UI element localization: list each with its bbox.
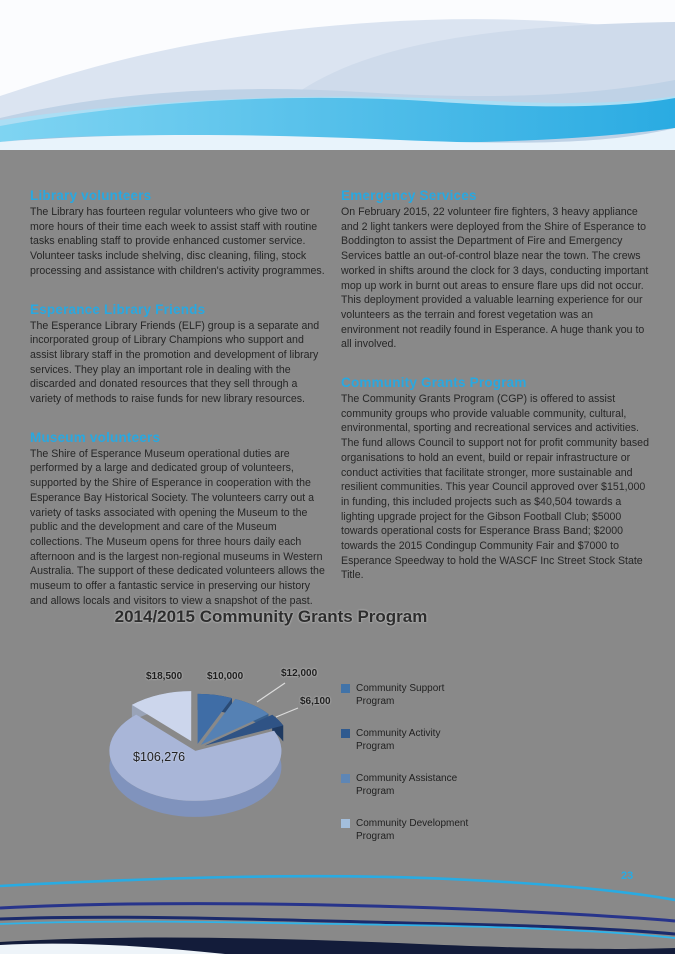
footer-wave-graphic [0, 824, 675, 954]
section-heading: Museum volunteers [30, 429, 161, 445]
legend-swatch [341, 729, 350, 738]
slice-label: $6,100 [300, 696, 331, 707]
section-heading: Emergency Services [341, 188, 477, 203]
legend-swatch [341, 684, 350, 693]
legend-swatch [341, 774, 350, 783]
legend-label: Community Support Program [356, 683, 445, 707]
slice-label: $18,500 [146, 671, 183, 682]
legend-label: Community Development Program [356, 818, 469, 842]
right-column [341, 188, 649, 606]
page-number: 23 [621, 870, 634, 882]
section-emergency-services [341, 188, 649, 352]
slice-label: $12,000 [281, 668, 318, 679]
legend-label: Community Activity Program [356, 728, 441, 752]
label-leader-line [257, 683, 285, 702]
legend-item [341, 772, 481, 798]
section-community-grants-program [341, 375, 649, 583]
legend-item [341, 727, 481, 753]
section-heading: Community Grants Program [341, 375, 527, 391]
legend-item [341, 682, 481, 708]
header-wave-graphic [0, 0, 675, 150]
section-library-volunteers [30, 188, 328, 279]
label-leader-line [276, 708, 298, 717]
section-body: The Esperance Library Friends (ELF) group is a separate and incorporated group of Library Champions who support and assist library staff in the promotion and development of library services. They play an important role in dealing with the discarded and donated resources that they sell through a variety of methods to raise funds for new library resources. [30, 319, 320, 406]
legend-label: Community Assistance Program [356, 773, 458, 797]
left-column [30, 188, 328, 631]
slice-label: $106,276 [133, 750, 186, 764]
section-body: On February 2015, 22 volunteer fire fighters, 3 heavy appliance and 2 light tankers were deployed from the Shire of Esperance to Boddington to assist the Department of Fire and Emergency Services battle an out-of-control blaze near the town. The crews worked in shifts around the clock for 3 days, conducting important mop up work in burnt out areas to ensure flare ups did not occur. This deployment provided a valuable learning experience for our volunteers as the terrain and forest vegetation was an environment not readily found in Esperance. A huge thank you to all involved. [341, 206, 649, 351]
community-grants-chart [0, 600, 675, 855]
section-body: The Community Grants Program (CGP) is offered to assist community groups who provide valuable community, cultural, environmental, sporting and recreational services and activities. The fund allows Council to support not for profit community based organisations to hold an event, build or repair infrastructure or conduct activities that facilitate stronger, more sustainable and resilient communities. This year Council approved over $151,000 in funding, this included projects such as $40,504 towards a lighting upgrade project for the Gibson Football Club; $5000 towards operational costs for Esperance Brass Band; $2000 towards the 2015 Condingup Community Fair and $7000 to Esperance Speedway to hold the WASCF Inc Street Stock State Title. [341, 393, 649, 582]
section-body: The Shire of Esperance Museum operational duties are performed by a large and dedicated group of volunteers, supported by the Shire of Esperance in cooperation with the Esperance Bay Historical Society. The volunteers carry out a variety of tasks associated with opening the Museum to the public and the development and care of the Museum collections. The Museum opens for three hours daily each afternoon and is the largest non-regional museums in Western Australia. The support of these dedicated volunteers allows the museum to offer a fantastic service in preserving our history and allows locals and visitors to view a snapshot of the past. [30, 447, 325, 607]
section-body: The Library has fourteen regular volunteers who give two or more hours of their time each week to assist staff with routine tasks enabling staff to provide enhanced customer service. Volunteer tasks include shelving, disc cleaning, filing, stock processing and assistance with children's activity programmes. [30, 206, 325, 277]
section-esperance-library-friends [30, 302, 328, 407]
chart-title: 2014/2015 Community Grants Program [114, 607, 428, 626]
section-heading: Esperance Library Friends [30, 301, 206, 317]
section-heading: Library volunteers [30, 188, 152, 203]
slice-label: $10,000 [207, 671, 244, 682]
section-museum-volunteers [30, 430, 328, 609]
